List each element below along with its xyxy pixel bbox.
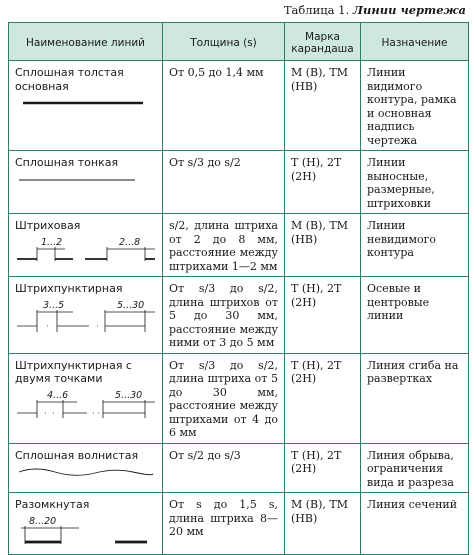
- line-name: Сплошная тонкая: [15, 156, 119, 169]
- line-name-cell: [9, 61, 163, 151]
- header-pencil: Марка карандаша: [285, 23, 361, 61]
- table-row: [9, 493, 469, 555]
- thickness-cell: От s до 1,5 s, длина штриха 8—20 мм: [163, 493, 285, 555]
- lines-table: [8, 22, 469, 555]
- pencil-cell: М (В), ТМ (НВ): [285, 493, 361, 555]
- table-row: [9, 151, 469, 214]
- line-name-cell: [9, 353, 163, 443]
- thickness-cell: От s/3 до s/2, длина штриха от 5 до 30 мм, расстояние между штрихами от 4 до 6 мм: [163, 353, 285, 443]
- purpose-cell: Линия сечений: [361, 493, 469, 555]
- thickness-cell: От 0,5 до 1,4 мм: [163, 61, 285, 151]
- table-caption: [284, 3, 466, 17]
- purpose-cell: Линии видимого контура, рамка и основная надпись чертежа: [361, 61, 469, 151]
- table-row: [9, 353, 469, 443]
- solid-thick-line-sample: [15, 95, 155, 109]
- purpose-cell: Линия обрыва, ограничения вида и разреза: [361, 443, 469, 493]
- thickness-cell: От s/2 до s/3: [163, 443, 285, 493]
- line-name: Сплошная толстая основная: [15, 66, 124, 93]
- line-name: Штрихпунктирная с двумя точками: [15, 358, 132, 385]
- thickness-cell: От s/3 до s/2, длина штрихов от 5 до 30 мм, расстояние между ними от 3 до 5 мм: [163, 277, 285, 354]
- pencil-cell: Т (Н), 2Т (2Н): [285, 277, 361, 354]
- pencil-cell: М (В), ТМ (НВ): [285, 214, 361, 277]
- pencil-cell: М (В), ТМ (НВ): [285, 61, 361, 151]
- table-row: [9, 277, 469, 354]
- dash-dimension-label: 2...8: [119, 236, 141, 248]
- pencil-cell: Т (Н), 2Т (2Н): [285, 151, 361, 214]
- header-thickness: Толщина (s): [163, 23, 285, 61]
- purpose-cell: Осевые и центровые линии: [361, 277, 469, 354]
- line-name-cell: [9, 443, 163, 493]
- thickness-cell: От s/3 до s/2: [163, 151, 285, 214]
- wavy-line-sample: [15, 464, 157, 482]
- dash-dimension-label: 5...30: [117, 299, 145, 311]
- purpose-cell: Линии невидимого контура: [361, 214, 469, 277]
- caption-title: Линии чертежа: [352, 3, 466, 17]
- line-name: Штриховая: [15, 219, 81, 232]
- thickness-cell: s/2, длина штриха от 2 до 8 мм, расстояние между штрихами 1—2 мм: [163, 214, 285, 277]
- line-name: Штрихпунктирная: [15, 282, 123, 295]
- line-name: Разомкнутая: [15, 498, 90, 511]
- table-row: [9, 61, 469, 151]
- line-name-cell: [9, 493, 163, 555]
- caption-prefix: Таблица 1.: [283, 3, 350, 17]
- header-name: Наименование линий: [9, 23, 163, 61]
- table-row: [9, 443, 469, 493]
- line-name-cell: [9, 151, 163, 214]
- header-purpose: Назначение: [361, 23, 469, 61]
- gap-dimension-label: 3...5: [43, 299, 65, 311]
- purpose-cell: Линии выносные, размерные, штриховки: [361, 151, 469, 214]
- open-line-sample: [15, 514, 157, 548]
- dash-dimension-label: 5...30: [115, 389, 143, 401]
- pencil-cell: Т (Н), 2Т (2Н): [285, 443, 361, 493]
- solid-thin-line-sample: [15, 172, 155, 184]
- table-row: [9, 214, 469, 277]
- gap-dimension-label: 4...6: [47, 389, 69, 401]
- line-name: Сплошная волнистая: [15, 448, 139, 462]
- pencil-cell: Т (Н), 2Т (2Н): [285, 353, 361, 443]
- header-row: [9, 23, 469, 61]
- line-name-cell: [9, 214, 163, 277]
- dash-dot-line-sample: [15, 298, 157, 336]
- dash-double-dot-line-sample: [15, 388, 157, 422]
- purpose-cell: Линия сгиба на развертках: [361, 353, 469, 443]
- dashed-line-sample: [15, 235, 157, 265]
- dash-dimension-label: 8...20: [29, 515, 57, 527]
- line-name-cell: [9, 277, 163, 354]
- gap-dimension-label: 1...2: [41, 236, 63, 248]
